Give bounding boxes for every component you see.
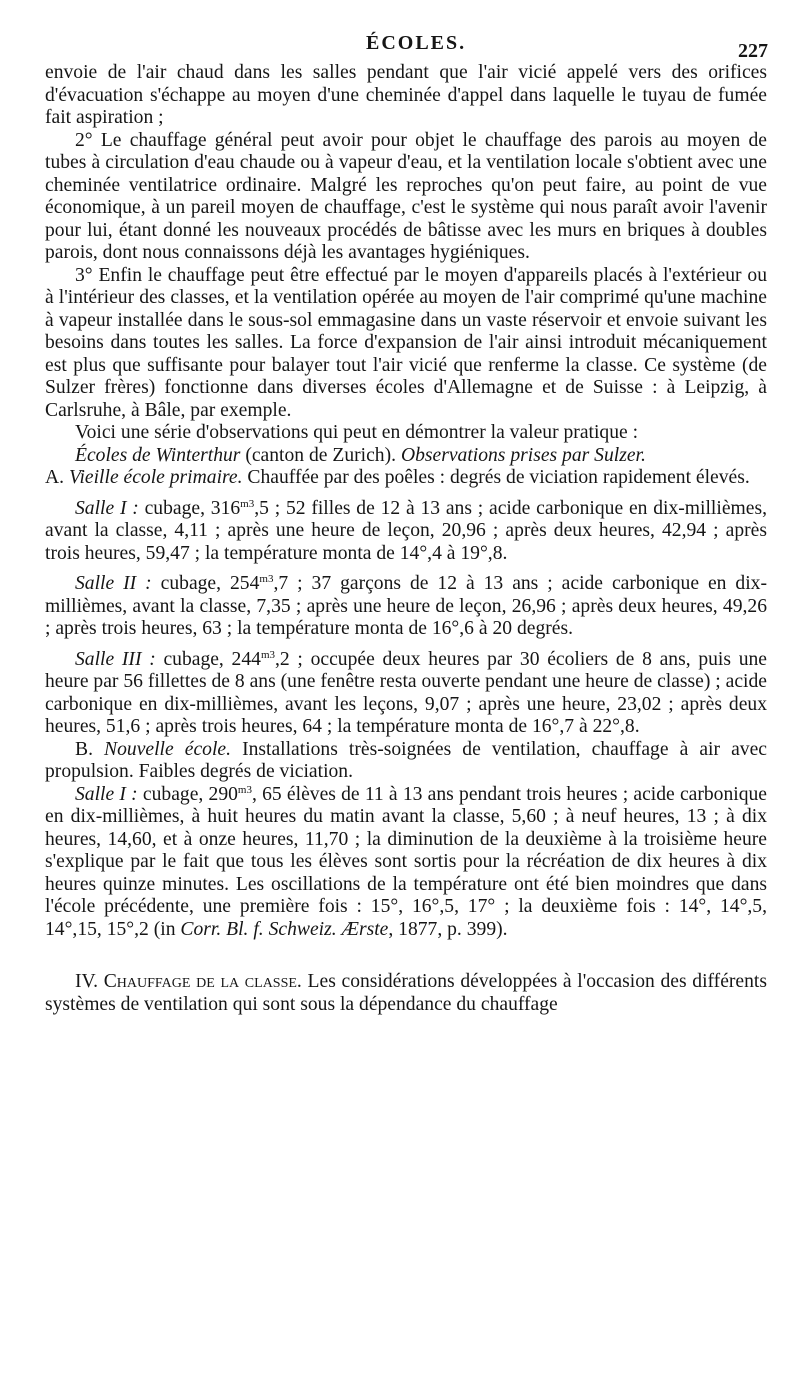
new-salle-1-unit: m3 (237, 783, 252, 796)
paragraph-continuation: envoie de l'air chaud dans les salles pendant que l'air vicié appelé vers des orifices d'évacuation s'échappe au moyen d'une cheminée d'appel dans laquelle le tuyau de fumée fait aspiration ; (45, 62, 767, 128)
paragraph-salle-2 (45, 573, 767, 641)
salle-2-text: ,7 ; 37 garçons de 12 à 13 ans ; acide carbonique en dix-millièmes, avant la classe, 7,35 ; après une heure de leçon, 26,96 ; après deux heures, 49,26 ; après trois heures, 63 ; la température monta de 16°,6 à 20 degrés. (45, 573, 767, 639)
salle-1-cubage: cubage, 316 (138, 497, 241, 519)
salle-2-cubage: cubage, 254 (151, 573, 260, 594)
salle-2-unit: m3 (259, 573, 274, 585)
section-iv-text: Les considérations développées à l'occasion des différents systèmes de ventilation qui sont sous la dépendance du chauffage (45, 971, 767, 1015)
page-number: 227 (738, 40, 768, 62)
paragraph-observations-intro: Voici une série d'observations qui peut en démontrer la valeur pratique : (75, 422, 639, 443)
journal-citation: Corr. Bl. f. Schweiz. Ærste (180, 918, 389, 940)
salle-1-text: ,5 ; 52 filles de 12 à 13 ans ; acide carbonique en dix-millièmes, avant la classe, 4,11 ; après une heure de leçon, 20,96 ; après deux heures, 42,94 ; après trois heures, 59,47 ; la température monta de 14°,4 à 19°,8. (45, 497, 767, 564)
paragraph-old-school (45, 467, 767, 490)
salle-3-cubage: cubage, 244 (155, 648, 261, 670)
salle-3-unit: m3 (260, 648, 276, 661)
citation-details: , 1877, p. 399). (388, 918, 508, 940)
old-school-text: Chauffée par des poêles : degrés de viciation rapidement élevés. (242, 467, 750, 488)
paragraph-section-iv (45, 971, 767, 1016)
salle-1-unit: m3 (240, 497, 255, 510)
paragraph-new-salle-1 (45, 784, 767, 942)
salle-1-label: Salle I : (75, 497, 139, 519)
new-salle-1-text: , 65 élèves de 11 à 13 ans pendant trois heures ; acide carbonique en dix-millièmes, à huit heures du matin avant la classe, 5,60 ; à neuf heures, 13 ; à dix heures, 14,60, et à onze heures, 11,70 ; la diminution de la deuxième à la troisième heure s'explique par le fait que tous les élèves sont sortis pour la récréation de dix heures à dix heures quinze minutes. Les oscillations de la température ont été bien moindres que dans l'école précédente, une première fois : 15°, 16°,5, 17° ; la deuxième fois : 14°, 14°,5, 14°,15, 15°,2 (in (45, 783, 767, 940)
paragraph-heating-general: 2° Le chauffage général peut avoir pour objet le chauffage des parois au moyen de tubes à circulation d'eau chaude ou à vapeur d'eau, et la ventilation locale s'obtient avec une cheminée ventilatrice ordinaire. Malgré les reproches qu'on peut faire, au point de vue économique, à un pareil moyen de chauffage, c'est le système qui nous paraît avoir l'avenir pour lui, étant donné les nouveaux procédés de bâtisse avec les murs en briques à doubles parois, dont nous connaissons déjà les avantages hygiéniques. (45, 129, 767, 263)
section-heading-heating: Chauffage de la classe. (103, 971, 302, 992)
new-school-text: Installations très-soignées de ventilation, chauffage à air avec propulsion. Faibles degrés de viciation. (45, 738, 767, 782)
section-letter-a: A. (45, 467, 69, 488)
body-text (45, 62, 767, 1016)
salle-3-label: Salle III : (75, 648, 156, 670)
running-title: ÉCOLES. (366, 32, 467, 54)
new-school-title: Nouvelle école. (104, 738, 231, 760)
salle-3-text: ,2 ; occupée deux heures par 30 écoliers de 8 ans, puis une heure par 56 fillettes de 8 ans (une fenêtre resta ouverte pendant une heure de classe) ; acide carbonique en dix-millièmes, avant les leçons, 9,07 ; après une heure, 23,02 ; après deux heures, 51,6 ; après trois heures, 64 ; la température monta de 16°,7 à 22°,8. (45, 648, 768, 737)
winterthur-canton: (canton de Zurich). (240, 444, 401, 466)
running-head (0, 30, 800, 60)
paragraph-winterthur (45, 445, 767, 468)
new-salle-1-label: Salle I : (75, 783, 138, 805)
salle-2-label: Salle II : (75, 573, 152, 594)
winterthur-source: Observations prises par Sulzer. (400, 444, 646, 466)
old-school-title: Vieille école primaire. (68, 467, 243, 488)
section-number-iv: IV. (75, 971, 104, 992)
winterthur-title: Écoles de Winterthur (75, 444, 241, 466)
paragraph-salle-3 (45, 649, 767, 739)
section-letter-b: B. (75, 738, 105, 760)
paragraph-compressed-air: 3° Enfin le chauffage peut être effectué par le moyen d'appareils placés à l'extérieur ou à l'intérieur des classes, et la ventilation opérée au moyen de l'air comprimé qu'une machine à vapeur installée dans le sous-sol emmagasine dans un vaste réservoir et envoie suivant les besoins dans toutes les salles. La force d'expansion de l'air ainsi introduit mécaniquement est plus que suffisante pour balayer tout l'air vicié que renferme la classe. Ce système (de Sulzer frères) fonctionne dans diverses écoles d'Allemagne et de Suisse : à Leipzig, à Carlsruhe, à Bâle, par exemple. (45, 264, 767, 421)
paragraph-salle-1 (45, 498, 767, 566)
new-salle-1-cubage: cubage, 290 (137, 783, 238, 805)
paragraph-new-school (45, 739, 767, 784)
